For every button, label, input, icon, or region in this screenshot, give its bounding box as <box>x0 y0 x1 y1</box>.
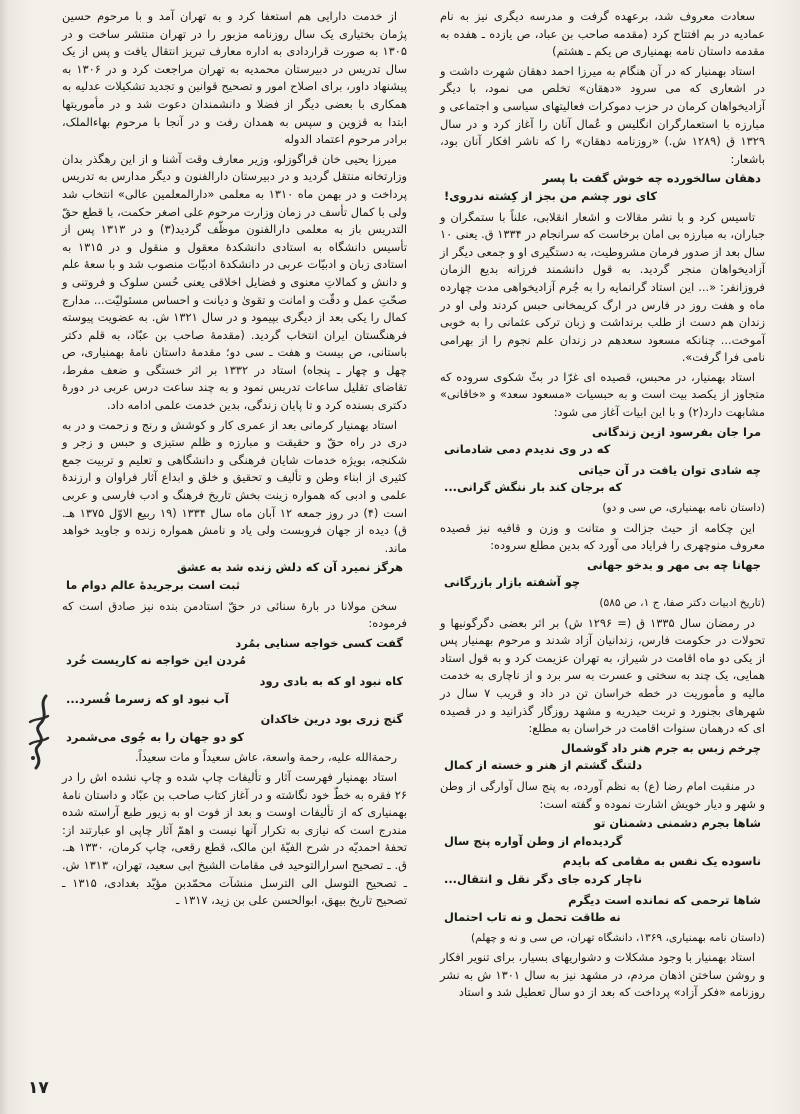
verse-hemistich-second: کو دو جهان را به جُوی می‌شمرد <box>66 729 244 744</box>
paragraph: استاد بهمنیار فهرست آثار و تألیفات چاپ شده و چاپ نشده اش را در ۲۶ فقره به خطّ خود نگاشته و در آغاز کتاب صاحب بن عبّاد و داستان نامهٔ بهمنیاری که از تألیفات اوست و بعد از فوت او به زیور طبع آراسته شده مندرج است که نیازی به تکرار آنها نیست و اهمّ آثار چاپی او عبارتند از: تحفهٔ احمدیّه در شرح الفیّهٔ ابن مالک، قطع رقعی، چاپ کرمان، ۱۳۳۰ هـ. ق. ـ تصحیح اسرارالتوحید فی مقامات الشیخ ابی سعید، تهران، ۱۳۱۳ ش. ـ تصحیح التوسل الی الترسل منشآت محمّدبن مؤیّد بغدادی، ۱۳۱۵ ـ تصحیح تاریخ بیهق، ابوالحسن علی بن زید، ۱۳۱۷ ـ <box>62 769 407 908</box>
paragraph: استاد بهمنیار، در محبس، قصیده ای غرّا در بثّ شکوی سروده که متجاوز از یکصد بیت است و به حبسیات «مسعود سعد» و «خاقانی» مشابهت دارد(۲) و با این ابیات آغاز می شود: <box>440 369 765 420</box>
verse-hemistich-first: گنج زری بود درین خاکدان <box>260 712 403 727</box>
verse-hemistich-first: هرگز نمیرد آن که دلش زنده شد به عشق <box>176 560 403 575</box>
verse-hemistich-first: جهانا چه بی مهر و بدخو جهانی <box>586 557 761 572</box>
verse <box>440 462 765 497</box>
verse-hemistich-first: ناسوده یک نفس به مقامی که بایدم <box>562 854 761 869</box>
verse <box>440 170 765 205</box>
left-column <box>62 8 407 912</box>
verse-hemistich-second: چو آشفته بازار بازرگانی <box>444 575 581 590</box>
paragraph: در رمضان سال ۱۳۳۵ ق (= ۱۲۹۶ ش) بر اثر بعضی دگرگونیها و تحولات در حکومت فارس، زندانیان آزاد شدند و مرحوم بهمنیار پس از یکی دو ماه اقامت در شیراز، به تهران عزیمت کرد و به قول استاد همایی، یک چند به سختی و عسرت به سر برد و از ناچاری به خدمت مالیه و مأموریت در خطه خراسان تن در داد و قریب ۷ سال در شهرهای بجنورد و تربت حیدریه و مشهد روزگار گذرانید و در قصیده ای که درهمان سنوات اقامت در خراسان به مطلع: <box>440 615 765 736</box>
verse <box>440 892 765 927</box>
paragraph: در منقبت امام رضا (ع) به نظم آورده، به پنج سال آوارگی از وطن و شهر و دیار خویش اشارت نموده و گفته است: <box>440 778 765 811</box>
paragraph: سخن مولانا در بارهٔ سنائی در حقّ استادمن بنده نیز صادق است که فرموده: <box>62 598 407 631</box>
verse-hemistich-second: دلتنگ گشتم از هنر و خسته از کمال <box>444 758 643 773</box>
verse-hemistich-first: مرا جان بفرسود ازین زندگانی <box>592 424 761 439</box>
verse <box>62 673 407 708</box>
citation: (تاریخ ادبیات دکتر صفا، ج ۱، ص ۵۸۵) <box>599 597 765 609</box>
verse <box>440 424 765 459</box>
verse-hemistich-second: ثبت است برجریدهٔ عالم دوام ما <box>66 578 240 592</box>
paragraph: میرزا یحیی خان قراگوزلو، وزیر معارف وقت آشنا و از این رهگذر بدان وزارتخانه منتقل گردید و در دبیرستان دارالفنون و دیگر مدارس به تدریس پرداخت و در بهمن ماه ۱۳۱۰ به معلمی «دارالمعلمین عالی» انتخاب شد ولی با کمال تأسف در زمان وزارت مرحوم علی اصغر حکمت، با قطع حقّ التدریس باز به معلمی دارالفنون موظّف گردید(۳) و در ۱۳۱۳ پس از تأسیس دانشگاه به استادی دانشکدهٔ معقول و منقول و در ۱۳۱۵ به استادی زبان و ادبیّات عربی در دانشکدهٔ ادبیّات منصوب شد و با سعهٔ علم و دانش و کمالاتِ معنوی و فضایل اخلاقی یعنی حُسن سلوک و فروتنی و صحّتِ عمل و دقّت و امانت و تقویٰ و دیانت و احساس مسئولیّت... مدارج کمال را یکی بعد از دیگری بپیمود و در سال ۱۳۲۱ ش. به عضویت پیوسته فرهنگستان ایران انتخاب گردید. (مقدمهٔ صاحب بن عبّاد، به قلم دکتر باستانی، ص بیست و هفت ـ سی دو؛ مقدمهٔ داستان نامهٔ بهمنیاری، ص چهل و چهار ـ پنجاه) استاد در ۱۳۳۲ بر اثر خستگی و ضعف مفرط، تقاضای تقلیل ساعات تدریس نمود و به چند ساعت درس عربی در دورهٔ دکتری بسنده کرد و تا پایان زندگی، بدین خدمت علمی ادامه داد. <box>62 151 408 413</box>
paragraph: استاد بهمنیار که در آن هنگام به میرزا احمد دهقان شهرت داشت و در اشعاری که می سرود «دهقان» تخلص می نمود، با دیگر آزادیخواهان کرمان در حزب دموکرات فعالیتهای سیاسی و اجتماعی و مبارزه با استعمارگران انگلیس و عُمال آنان را آغاز کرد و در سال ۱۳۲۹ ق (۱۲۸۹ ش.) «روزنامه دهقان» را که ناشر افکار آنان بود، باشعار: <box>440 63 765 166</box>
verse-hemistich-second: آب نبود او که زسرما فُسرد... <box>66 691 229 706</box>
paragraph: سعادت معروف شد، برعهده گرفت و مدرسه دیگری نیز به نام عمادیه در بم افتتاح کرد (مقدمه صاحب بن عباد، ص یازده ـ هفده به مقدمه داستان نامه بهمنیاری ص یکم ـ هشتم) <box>440 9 765 59</box>
verse-hemistich-first: چه شادی توان یافت در آن حیاتی <box>578 462 761 477</box>
verse <box>62 559 407 594</box>
verse-hemistich-first: چرخم زبس به جرم هنر داد گوشمال <box>561 740 761 755</box>
verse-hemistich-first: دهقان سالخورده چه خوش گفت با پسر <box>542 171 761 186</box>
kerman-logo <box>24 692 54 772</box>
verse-hemistich-first: گفت کسی خواجه سنایی بمُرد <box>235 635 403 650</box>
verse-hemistich-second: که برجان کند بار ننگش گرانی... <box>444 480 622 495</box>
verse-hemistich-second: ناچار کرده جای دگر نقل و انتقال... <box>444 871 643 886</box>
page-number: ۱۷ <box>28 1078 49 1098</box>
verse-hemistich-first: کاه نبود او که به بادی رود <box>259 673 403 688</box>
verse-hemistich-second: کای نور چشم من بجز از کِشته ندروی! <box>444 188 658 203</box>
verse <box>440 815 765 850</box>
citation: (داستان نامه بهمنیاری، ۱۳۶۹، دانشگاه تهران، ص سی و نه و چهلم) <box>470 931 765 944</box>
verse <box>62 711 407 746</box>
verse <box>62 635 407 670</box>
paragraph: از خدمت دارایی هم استعفا کرد و به تهران آمد و با مرحوم حسین پژمان بختیاری یک سال روزنامه مزبور را در تهران منتشر ساخت و در ۱۳۰۵ به صورت قراردادی به اداره معارف تبریز انتقال یافت و پس از یک سال تدریس در دبیرستان محمدیه به تهران مراجعت کرد و در ۱۳۰۶ به پیشنهاد داور، برای اصلاح امور و تصحیح قوانین و تجدید تشکیلات عدلیه به همکاری با بعضی دیگر از فضلا و دانشمندان دعوت شد و در مأموریتها ابتدا به قزوین و سپس به همدان رفت و در آنجا با مرحوم بهاءالملک، برادر مرحوم اعتماد الدوله <box>62 9 407 147</box>
paragraph: رحمةالله علیه، رحمة واسعة، عاش سعیداً و مات سعیداً. <box>134 750 397 765</box>
verse-hemistich-second: گردیده‌ام از وطن آواره پنج سال <box>444 833 623 848</box>
verse <box>440 853 765 888</box>
right-column <box>440 8 765 1004</box>
paragraph: استاد بهمنیار با وجود مشکلات و دشواریهای بسیار، برای تنویر افکار و روشن ساختن اذهان مردم، در مشهد نیز به سال ۱۳۰۱ ش به نشر روزنامه «فکر آزاد» پرداخت که بعد از دو سال تعطیل شد و استاد <box>440 950 765 1000</box>
verse-hemistich-first: شاها ترحمی که نمانده است دیگرم <box>568 892 761 907</box>
verse-hemistich-second: که در وی ندیدم دمی شادمانی <box>444 442 611 457</box>
paragraph: این چکامه از حیث جزالت و متانت و وزن و قافیه نیز قصیده معروف منوچهری را فرایاد می آورد که بدین مطلع سروده: <box>440 520 765 553</box>
verse-hemistich-second: نه طاقت تحمل و نه تاب احتمال <box>444 910 621 925</box>
verse <box>440 740 765 775</box>
verse-hemistich-first: شاها بجرم دشمنی دشمنان تو <box>593 816 761 831</box>
paragraph: تاسیس کرد و با نشر مقالات و اشعار انقلابی، علناً با ستمگران و جباران، به مبارزه بی امان برخاست که سرانجام در ۱۳۳۴ ق. یعنی ۱۰ سال بعد از صدور فرمان مشروطیت، به دستگیری او و جمعی دیگر از آزادیخواهان منجر گردید. به قول دانشمند فرزانه بدیع الزمان فروزانفر: «... این استاد گرانمایه را به جُرم آزادیخواهی مدت چهارده ماه و هفت روز در فارس در ارگ کریمخانی حبس کردند ولی او در زندان هم دست از طلب برنداشت و زبان ترکی عثمانی را به خوبی آموخت... چنانکه مسعود سعدهم در زندان علم نجوم را از بهرامی نامی فرا گرفت». <box>440 209 765 365</box>
citation: (داستان نامه بهمنیاری، ص سی و دو) <box>602 502 765 515</box>
paragraph: استاد بهمنیار کرمانی بعد از عمری کار و کوشش و رنج و زحمت و در به دری در راه حقّ و حقیقت و مبارزه و ظلم ستیزی و حبس و زجر و شکنجه، بویژه خدمات شایان فرهنگی و دانشگاهی و تعلیم و تربیت جمع کثیری از ابناء وطن و تألیف و تحقیق و خلق و ابداع آثار فراوان و ارزندهٔ علمی و ادبی که همواره زینت بخش تاریخ فرهنگ و ادب فارسی و عربی است (۴) در روز جمعه ۱۲ آبان ماه سال ۱۳۳۴ (۱۹ ربیع الاوّل ۱۳۷۵ هـ. ق) دیده از جهان فروبست ولی یاد و نامش همواره زنده و جاوید خواهد ماند. <box>62 417 407 555</box>
verse-hemistich-second: مُردن این خواجه نه کاریست خُرد <box>66 653 247 668</box>
spine-shadow <box>0 0 8 1114</box>
verse <box>440 557 765 592</box>
